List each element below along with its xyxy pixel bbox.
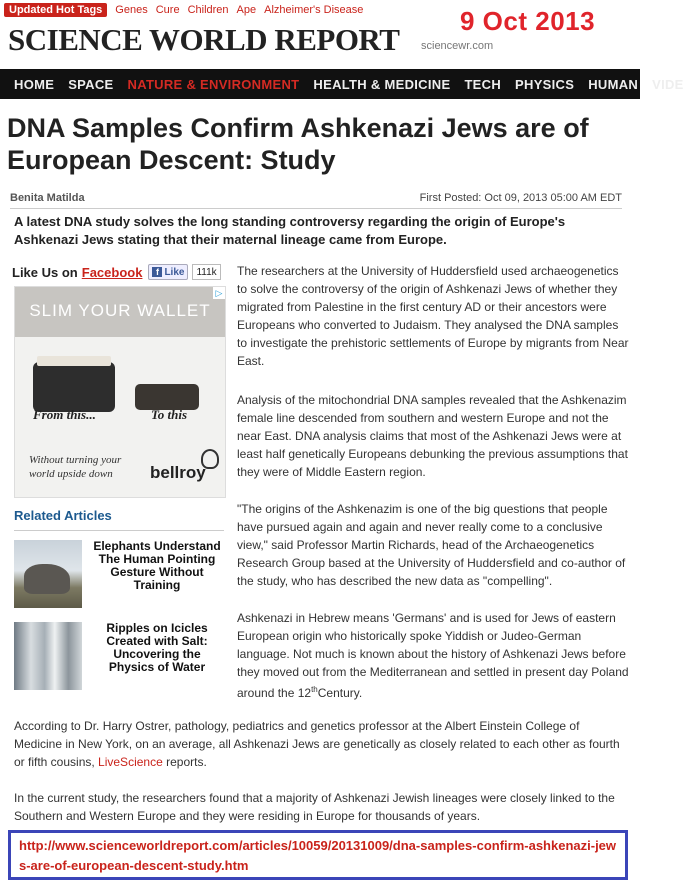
author-name[interactable]: Benita Matilda	[10, 192, 85, 204]
like-us-bar	[12, 264, 221, 280]
article-lede: A latest DNA study solves the long standing controversy regarding the origin of Europe's Ashkenazi Jews stating that their maternal lineage came from Europe.	[14, 214, 566, 247]
hot-tag-alzheimers[interactable]: Alzheimer's Disease	[264, 4, 364, 16]
site-logo[interactable]: SCIENCE WORLD REPORT	[8, 22, 400, 57]
source-url-box	[8, 830, 628, 880]
ad-choices-icon[interactable]: ▷	[213, 287, 225, 299]
paragraph-text-end: reports.	[162, 755, 207, 769]
like-count: 111k	[192, 264, 220, 280]
like-button-label: Like	[164, 266, 185, 278]
facebook-link[interactable]: Facebook	[81, 264, 143, 280]
facebook-like-button[interactable]	[148, 264, 188, 280]
article-paragraph	[14, 717, 628, 771]
ad-to-text: To this	[151, 407, 188, 422]
like-us-label: Like Us on	[12, 264, 78, 280]
ad-brand: bellroy	[150, 463, 206, 482]
livescience-link[interactable]: LiveScience	[98, 755, 163, 769]
hot-tag-cure[interactable]: Cure	[155, 4, 180, 16]
date-stamp: 9 Oct 2013	[460, 6, 596, 36]
icicles-thumbnail[interactable]	[14, 622, 82, 690]
hot-tags-label: Updated Hot Tags	[4, 3, 107, 17]
nav-health-medicine[interactable]: HEALTH & MEDICINE	[313, 76, 451, 92]
related-article-title[interactable]: Ripples on Icicles Created with Salt: Uncovering the Physics of Water	[106, 621, 208, 674]
article-paragraph: The researchers at the University of Huddersfield used archaeogenetics to solve the controversy of the origin of Ashkenazi Jews of whether they migrated from Palestine in the first century AD or their ancestors were Europeans who converted to Judaism. They analysed the DNA samples to investigate the prehistoric settlements of Europe by migrants from Near East.	[237, 264, 629, 368]
article-title: DNA Samples Confirm Ashkenazi Jews are of European Descent: Study	[7, 113, 589, 175]
article-paragraph: In the current study, the researchers found that a majority of Ashkenazi Jewish lineages were closely linked to the Southern and Western Europe and they were residing in Europe for thousands of years.	[14, 791, 615, 823]
ad-from-text: From this...	[33, 407, 96, 422]
nav-space[interactable]: SPACE	[68, 76, 114, 92]
posted-date: First Posted: Oct 09, 2013 05:00 AM EDT	[419, 192, 622, 204]
advertisement[interactable]	[14, 286, 226, 498]
nav-tech[interactable]: TECH	[464, 76, 502, 92]
facebook-icon: f	[152, 267, 162, 277]
article-paragraph	[237, 609, 629, 702]
nav-nature-environment[interactable]: NATURE & ENVIRONMENT	[127, 76, 300, 92]
nav-human[interactable]: HUMAN	[588, 76, 639, 92]
article-paragraph: "The origins of the Ashkenazim is one of the big questions that people have pursued again and again and never really come to a conclusive view," said Professor Martin Richards, head of the Archaeogenetics Research Group based at the University of Huddersfield and co-author of the study, who has described the new data as "compelling".	[237, 502, 626, 588]
ad-tagline: Without turning your world upside down	[29, 454, 122, 480]
ad-headline: SLIM YOUR WALLET	[15, 287, 225, 337]
hot-tags-bar	[4, 2, 363, 18]
nav-physics[interactable]: PHYSICS	[515, 76, 575, 92]
thick-wallet-image	[33, 362, 115, 412]
main-nav	[0, 69, 684, 99]
article-paragraph: Analysis of the mitochondrial DNA samples revealed that the Ashkenazim female line descended from southern and western Europe and not the near East. DNA analysis claims that most of the Ashkenazi Jews were at least half genetically Europeans debunking the previous assumptions that they were of Middle Eastern region.	[237, 393, 628, 479]
source-url[interactable]: http://www.scienceworldreport.com/articles/10059/20131009/dna-samples-confirm-ashkenazi-jews-are-of-european-descent-study.htm	[19, 838, 617, 873]
hot-tag-children[interactable]: Children	[187, 4, 229, 16]
superscript-th: th	[311, 685, 318, 694]
paragraph-text: Ashkenazi in Hebrew means 'Germans' and is used for Jews of eastern European origin who historically spoke Yiddish or Judeo-German language. Not much is known about the history of Ashkenazi Jews before they moved out from the Mediterranean and settled in present day Poland around the 12	[237, 611, 629, 700]
byline	[10, 192, 622, 209]
nav-home[interactable]: HOME	[14, 76, 55, 92]
hot-tag-ape[interactable]: Ape	[236, 4, 257, 16]
paragraph-text: According to Dr. Harry Ostrer, pathology, pediatrics and genetics professor at the Albert Einstein College of Medicine in New York, on an average, all Ashkenazi Jews are genetically as closely related to each other as fourth or fifth cousins,	[14, 719, 620, 769]
owl-logo-icon	[201, 449, 219, 469]
related-article-item[interactable]	[14, 540, 224, 612]
related-article-item[interactable]	[14, 622, 224, 694]
related-articles-heading: Related Articles	[14, 508, 224, 531]
hot-tag-genes[interactable]: Genes	[115, 4, 148, 16]
site-domain: sciencewr.com	[421, 40, 494, 52]
paragraph-text-end: Century.	[317, 686, 363, 700]
related-article-title[interactable]: Elephants Understand The Human Pointing Gesture Without Training	[93, 539, 221, 592]
nav-video[interactable]: VIDE	[652, 76, 684, 92]
elephants-thumbnail[interactable]	[14, 540, 82, 608]
